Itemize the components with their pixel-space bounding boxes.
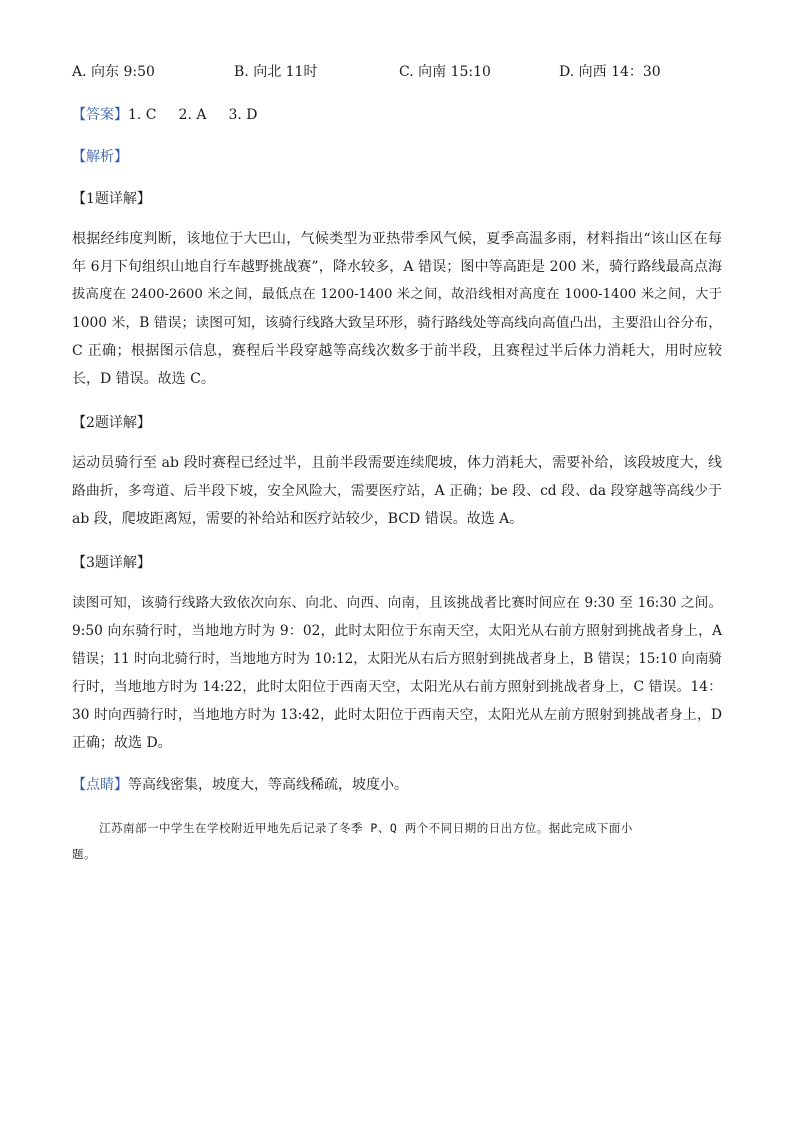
q3-line: 9:50 向东骑行时，当地地方时为 9：02，此时太阳位于东南天空，太阳光从右前方照射到挑战者身上，A xyxy=(72,623,722,639)
q1-line: 长，D 错误。故选 C。 xyxy=(72,371,215,387)
q2-explanation xyxy=(72,449,722,533)
q3-line: 读图可知，该骑行线路大致依次向东、向北、向西、向南，且该挑战者比赛时间应在 9:30 至 16:30 之间。 xyxy=(72,595,722,611)
answer-line xyxy=(72,103,722,127)
q1-line: C 正确；根据图示信息，赛程后半段穿越等高线次数多于前半段，且赛程过半后体力消耗大，用时应较 xyxy=(72,343,722,359)
q3-explanation xyxy=(72,589,722,757)
option-c: C. 向南 15:10 xyxy=(399,64,491,80)
intro-line: 题。 xyxy=(72,847,96,861)
next-question-intro xyxy=(72,815,722,867)
tip-text: 等高线密集，坡度大，等高线稀疏，坡度小。 xyxy=(128,777,408,793)
q2-line: ab 段，爬坡距离短，需要的补给站和医疗站较少，BCD 错误。故选 A。 xyxy=(72,511,524,527)
answer-item-2: 2. A xyxy=(178,107,207,123)
intro-line: 江苏南部一中学生在学校附近甲地先后记录了冬季 P、Q 两个不同日期的日出方位。据此完成下面小 xyxy=(99,821,633,835)
q3-line: 错误；11 时向北骑行时，当地地方时为 10:12，太阳光从右后方照射到挑战者身上，B 错误；15:10 向南骑 xyxy=(72,651,722,667)
q1-line: 年 6月下旬组织山地自行车越野挑战赛”，降水较多，A 错误；图中等高距是 200 米，骑行路线最高点海 xyxy=(72,259,722,275)
q2-line: 运动员骑行至 ab 段时赛程已经过半，且前半段需要连续爬坡，体力消耗大，需要补给，该段坡度大，线 xyxy=(72,455,722,471)
document-page xyxy=(72,60,722,867)
q1-line: 根据经纬度判断，该地位于大巴山，气候类型为亚热带季风气候，夏季高温多雨，材料指出“该山区在每 xyxy=(72,231,722,247)
q1-heading: 【1题详解】 xyxy=(72,191,151,207)
answer-item-1: 1. C xyxy=(128,107,157,123)
q1-line: 1000 米，B 错误；读图可知，该骑行线路大致呈环形，骑行路线处等高线向高值凸出，主要沿山谷分布， xyxy=(72,315,722,331)
analysis-heading: 【解析】 xyxy=(72,149,128,165)
option-d: D. 向西 14：30 xyxy=(559,64,661,80)
q1-explanation xyxy=(72,225,722,393)
option-b: B. 向北 11时 xyxy=(234,64,318,80)
option-a: A. 向东 9:50 xyxy=(72,64,155,80)
q2-line: 路曲折，多弯道、后半段下坡，安全风险大，需要医疗站，A 正确；be 段、cd 段、da 段穿越等高线少于 xyxy=(72,483,722,499)
choice-options xyxy=(72,60,722,84)
q3-line: 正确；故选 D。 xyxy=(72,735,172,751)
q2-heading: 【2题详解】 xyxy=(72,415,151,431)
tip-line xyxy=(72,773,722,797)
tip-tag: 【点睛】 xyxy=(72,777,128,793)
answer-item-3: 3. D xyxy=(228,107,258,123)
answer-tag: 【答案】 xyxy=(72,107,128,123)
q3-line: 30 时向西骑行时，当地地方时为 13:42，此时太阳位于西南天空，太阳光从左前方照射到挑战者身上，D xyxy=(72,707,722,723)
q1-line: 拔高度在 2400-2600 米之间，最低点在 1200-1400 米之间，故沿线相对高度在 1000-1400 米之间，大于 xyxy=(72,287,722,302)
q3-heading: 【3题详解】 xyxy=(72,555,151,571)
q3-line: 行时，当地地方时为 14:22，此时太阳位于西南天空，太阳光从右前方照射到挑战者身上，C 错误。14： xyxy=(72,679,722,695)
